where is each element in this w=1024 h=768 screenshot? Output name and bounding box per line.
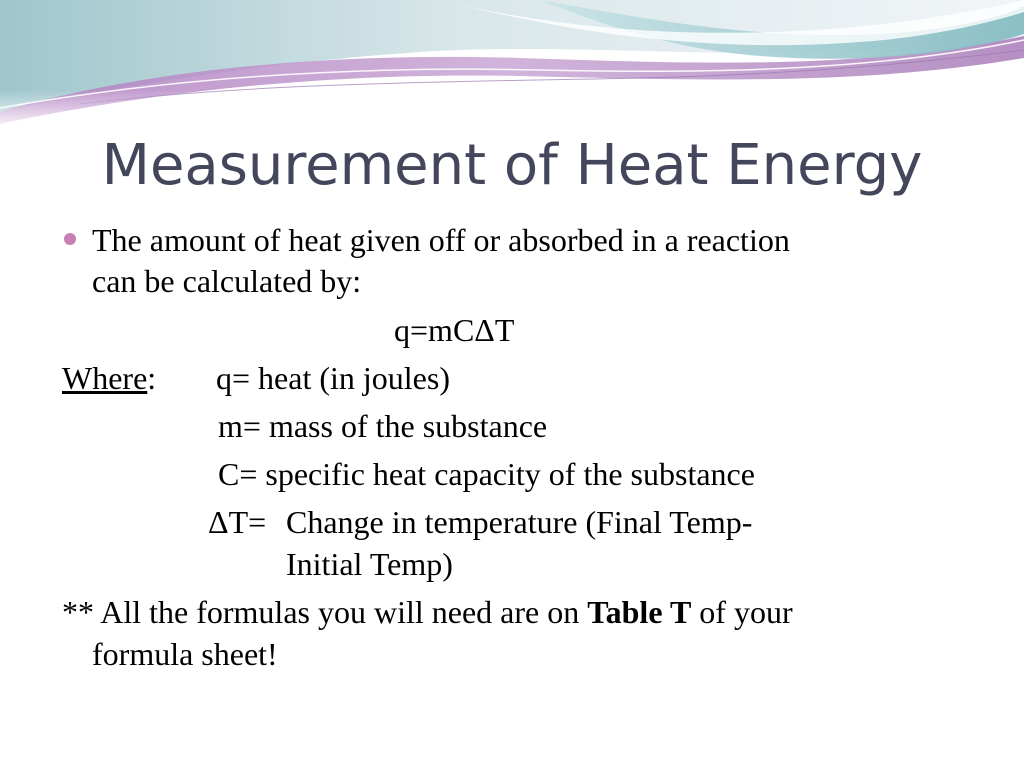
note-table-t: Table T — [587, 594, 692, 630]
where-label: Where — [62, 360, 148, 396]
bullet-line-2: can be calculated by: — [92, 263, 362, 299]
bullet-line-1: The amount of heat given off or absorbed in a reaction — [92, 222, 790, 258]
note-suffix: of your — [691, 594, 793, 630]
where-row — [62, 358, 156, 398]
note-line-2: formula sheet! — [92, 636, 278, 672]
note-prefix: ** All the formulas you will need are on — [62, 594, 588, 630]
definition-m: m= mass of the substance — [218, 408, 548, 444]
definition-q: q= heat (in joules) — [216, 360, 450, 396]
definition-c: C= specific heat capacity of the substance — [218, 456, 755, 492]
slide-title: Measurement of Heat Energy — [101, 133, 923, 198]
note-line-1 — [62, 592, 793, 632]
definition-delta-t-term: ΔT= — [208, 504, 267, 540]
definition-delta-t-line-1: Change in temperature (Final Temp- — [286, 504, 753, 540]
bullet-dot-icon — [64, 233, 76, 245]
definition-delta-t-line-2: Initial Temp) — [286, 546, 453, 582]
where-colon: : — [147, 360, 157, 396]
formula: q=mCΔT — [394, 312, 515, 348]
